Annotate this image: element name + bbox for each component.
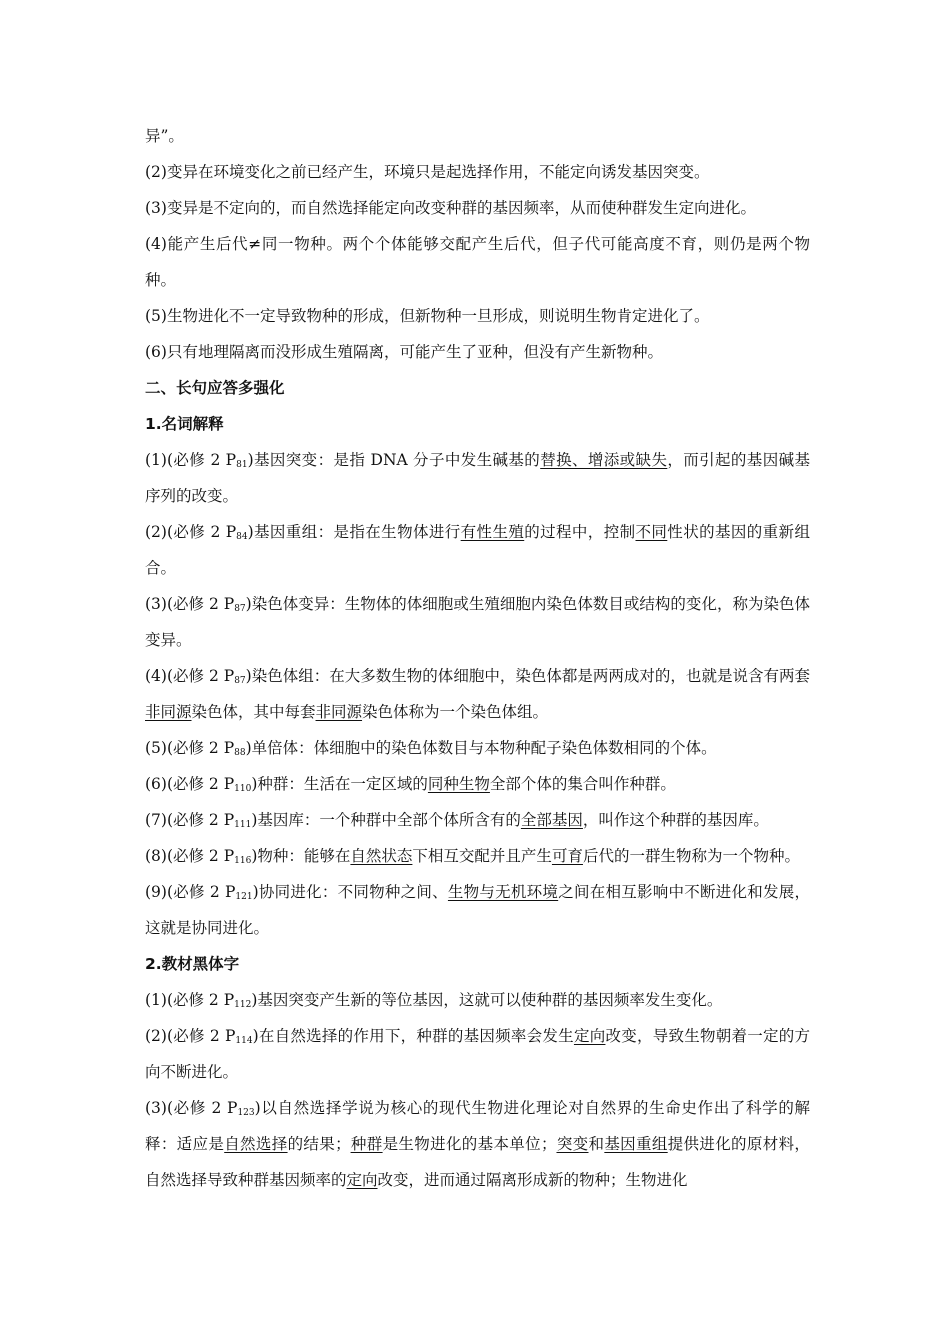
term-9: (9)(必修 2 $P_{121}$)协同进化：不同物种之间、生物与无机环境之间在相互影响中不断进化和发展，这就是协同进化。	[145, 883, 810, 937]
line-3: (4)能产生后代≠同一物种。两个个体能够交配产生后代，但子代可能高度不育，则仍是两个物种。	[145, 235, 810, 289]
line-2: (3)变异是不定向的，而自然选择能定向改变种群的基因频率，从而使种群发生定向进化。	[145, 199, 756, 217]
text-2: (2)(必修 2 $P_{114}$)在自然选择的作用下，种群的基因频率会发生定向改变，导致生物朝着一定的方向不断进化。	[145, 1027, 810, 1081]
term-3: (3)(必修 2 $P_{87}$)染色体变异：生物体的体细胞或生殖细胞内染色体数目或结构的变化，称为染色体变异。	[145, 595, 810, 649]
subsection-heading-2: 2.教材黑体字	[145, 955, 240, 973]
line-5: (6)只有地理隔离而没形成生殖隔离，可能产生了亚种，但没有产生新物种。	[145, 343, 663, 361]
text-1: (1)(必修 2 $P_{112}$)基因突变产生新的等位基因，这就可以使种群的基因频率发生变化。	[145, 991, 723, 1010]
term-2: (2)(必修 2 $P_{84}$)基因重组：是指在生物体进行有性生殖的过程中，控制不同性状的基因的重新组合。	[145, 523, 810, 577]
term-7: (7)(必修 2 $P_{111}$)基因库：一个种群中全部个体所含有的全部基因，叫作这个种群的基因库。	[145, 811, 769, 830]
text-3: (3)(必修 2 $P_{123}$)以自然选择学说为核心的现代生物进化理论对自然界的生命史作出了科学的解释：适应是自然选择的结果；种群是生物进化的基本单位；突变和基因重组提供进化的原材料，自然选择导致种群基因频率的定向改变，进而通过隔离形成新的物种；生物进化	[145, 1099, 810, 1189]
term-1: (1)(必修 2 $P_{81}$)基因突变：是指 DNA 分子中发生碱基的替换、增添或缺失，而引起的基因碱基序列的改变。	[145, 451, 810, 505]
subsection-heading-1: 1.名词解释	[145, 415, 224, 433]
line-0: 异”。	[145, 127, 184, 145]
term-4: (4)(必修 2 $P_{87}$)染色体组：在大多数生物的体细胞中，染色体都是两两成对的，也就是说含有两套非同源染色体，其中每套非同源染色体称为一个染色体组。	[145, 667, 810, 721]
term-5: (5)(必修 2 $P_{88}$)单倍体：体细胞中的染色体数目与本物种配子染色体数相同的个体。	[145, 739, 717, 758]
term-8: (8)(必修 2 $P_{116}$)物种：能够在自然状态下相互交配并且产生可育后代的一群生物称为一个物种。	[145, 847, 800, 866]
line-4: (5)生物进化不一定导致物种的形成，但新物种一旦形成，则说明生物肯定进化了。	[145, 307, 710, 325]
term-6: (6)(必修 2 $P_{110}$)种群：生活在一定区域的同种生物全部个体的集合叫作种群。	[145, 775, 676, 794]
section-heading: 二、长句应答多强化	[145, 379, 285, 397]
line-1: (2)变异在环境变化之前已经产生，环境只是起选择作用，不能定向诱发基因突变。	[145, 163, 710, 181]
document-page	[145, 118, 810, 1198]
